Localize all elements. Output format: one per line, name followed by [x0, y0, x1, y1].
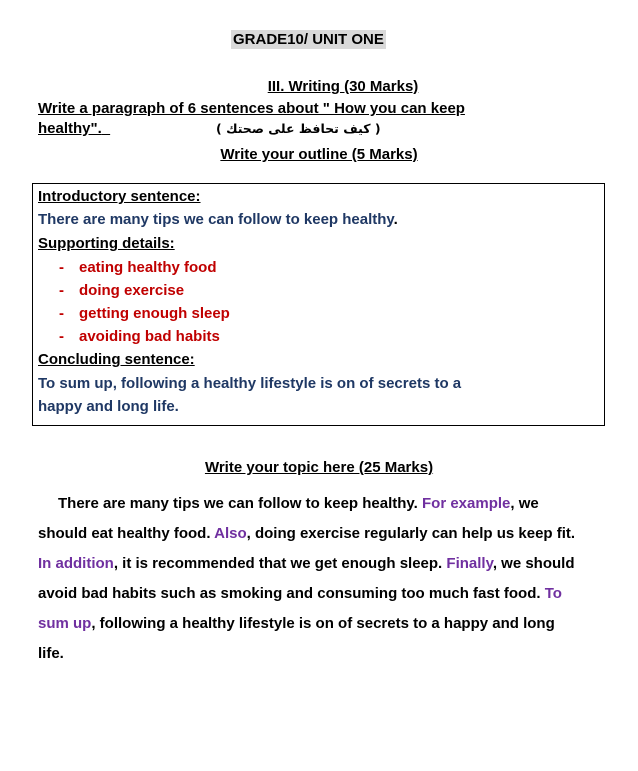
essay-segment: , following a healthy lifestyle is on of secrets to a happy and long life.	[38, 615, 555, 662]
outline-box	[32, 183, 605, 426]
supporting-item: - eating healthy food	[59, 259, 217, 276]
writing-section-title: III. Writing (30 Marks)	[267, 78, 419, 95]
supporting-heading: Supporting details:	[38, 235, 175, 252]
grade-title: GRADE10/ UNIT ONE	[233, 31, 384, 48]
essay-connector: Also	[214, 525, 247, 542]
concluding-heading: Concluding sentence:	[38, 351, 195, 368]
essay-paragraph	[38, 489, 578, 669]
essay-connector: In addition	[38, 555, 114, 572]
essay-connector: Finally	[446, 555, 493, 572]
essay-segment: , it is recommended that we get enough sleep.	[113, 555, 447, 572]
essay-connector: To sum up	[38, 585, 562, 632]
essay-connector: For example	[422, 495, 511, 512]
concluding-line-2: happy and long life.	[38, 398, 179, 415]
essay-segment: , we should avoid bad habits such as smoking and consuming too much fast food.	[38, 555, 575, 602]
intro-period: .	[393, 211, 398, 228]
essay-segment: , doing exercise regularly can help us keep fit.	[246, 525, 576, 542]
prompt-line-1: Write a paragraph of 6 sentences about " How you can keep	[38, 100, 465, 117]
essay-segment: , we should eat healthy food.	[38, 495, 539, 542]
supporting-item: - avoiding bad habits	[59, 328, 220, 345]
supporting-item: - doing exercise	[59, 282, 185, 299]
intro-heading: Introductory sentence:	[38, 188, 201, 205]
outline-title: Write your outline (5 Marks)	[220, 146, 418, 163]
writing-prompt	[38, 99, 598, 139]
intro-sentence	[38, 210, 398, 229]
supporting-item: - getting enough sleep	[59, 305, 230, 322]
prompt-arabic: ( كيف تحافظ على صحتك )	[216, 121, 381, 136]
intro-text: There are many tips we can follow to keep healthy	[38, 211, 394, 228]
prompt-line-2-text: healthy".	[38, 120, 102, 137]
topic-title: Write your topic here (25 Marks)	[204, 459, 434, 476]
concluding-line-1: To sum up, following a healthy lifestyle is on of secrets to a	[38, 375, 462, 392]
essay-segment: There are many tips we can follow to keep healthy.	[58, 495, 422, 512]
